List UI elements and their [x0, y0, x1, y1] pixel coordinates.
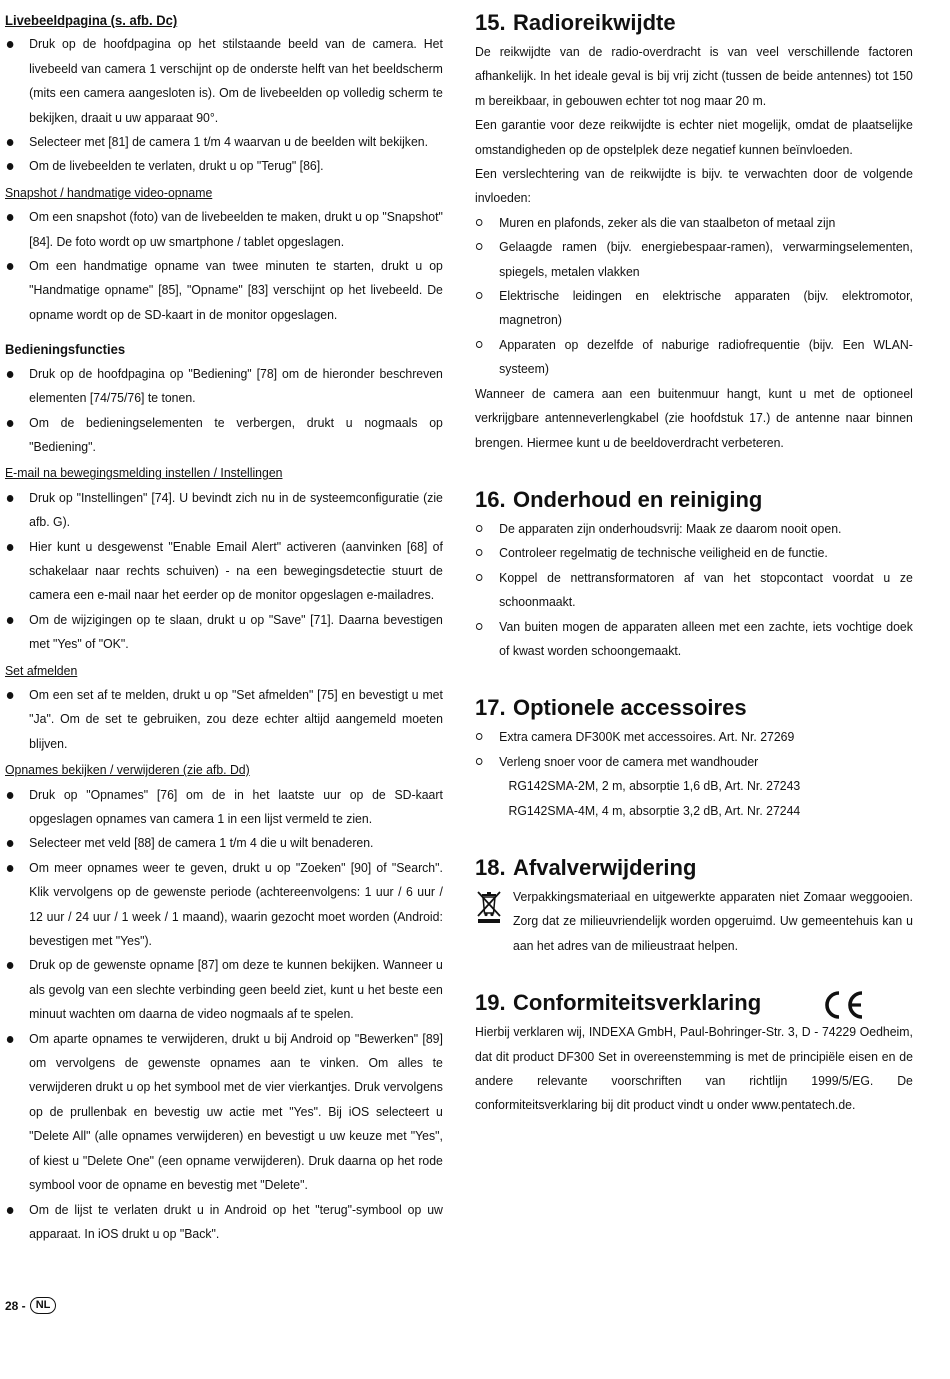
paragraph: Een garantie voor deze reikwijdte is echter niet mogelijk, omdat de plaatselijke omstandigheden op de opstelplek deze negatief kunnen beïnvloeden.: [475, 117, 913, 157]
section-19: [475, 988, 913, 1118]
livebeeld-list: [5, 32, 443, 178]
list-item: Extra camera DF300K met accessoires. Art. Nr. 27269: [475, 725, 913, 749]
list-item: Om een set af te melden, drukt u op "Set afmelden" [75] en bevestigt u met "Ja". Om de set te gebruiken, zou deze echter altijd aangemeld moeten blijven.: [5, 683, 443, 756]
right-column: [475, 8, 913, 1148]
list-item: Selecteer met veld [88] de camera 1 t/m 4 die u wilt benaderen.: [5, 831, 443, 855]
list-item: Hier kunt u desgewenst "Enable Email Alert" activeren (aanvinken [68] of schakelaar naar rechts schuiven) - na een bewegingsdetectie stuurt de camera een e-mail naar het eerder op de monitor opgeslagen e-mailadres.: [5, 535, 443, 608]
list-item: Om de wijzigingen op te slaan, drukt u op "Save" [71]. Daarna bevestigen met "Yes" of "OK".: [5, 608, 443, 657]
list-item: Om de livebeelden te verlaten, drukt u op "Terug" [86].: [5, 154, 443, 178]
section-18-title: 18. Afvalverwijdering: [475, 854, 697, 880]
list-item: Druk op de hoofdpagina op "Bediening" [78] om de hieronder beschreven elementen [74/75/76] te tonen.: [5, 362, 443, 411]
list-item: Verleng snoer voor de camera met wandhouder: [475, 750, 913, 774]
list-item: Om meer opnames weer te geven, drukt u op "Zoeken" [90] of "Search". Klik vervolgens op de gewenste periode (achtereenvolgens: 1 uur / 6 uur / 12 uur / 24 uur / 1 week / 1 maand), waarin gezocht moet worden (Android: bevestigen met "Yes").: [5, 856, 443, 954]
afmelden-list: [5, 683, 443, 756]
paragraph: De reikwijdte van de radio-overdracht is van veel verschillende factoren afhankelijk. In het ideale geval is bij vrij zicht (tussen de beide antennes) tot 150 m bereikbaar, in gebouwen echter tot nog maar 20 m.: [475, 44, 913, 108]
afmelden-heading: Set afmelden: [5, 662, 78, 678]
bediening-heading: Bedieningsfuncties: [5, 341, 126, 358]
snapshot-list: [5, 205, 443, 327]
paragraph: Wanneer de camera aan een buitenmuur hangt, kunt u met de optioneel verkrijgbare antenneverlengkabel (zie hoofdstuk 17.) de antenne naar binnen brengen. Hiermee kunt u de beeldoverdracht verbeteren.: [475, 385, 913, 450]
disposal-text: Verpakkingsmateriaal en uitgewerkte apparaten niet Zomaar weggooien. Zorg dat ze milieuvriendelijk worden opgeruimd. Uw gemeentehuis kan u aan het adres van de milieustraat helpen.: [513, 888, 913, 953]
list-item: De apparaten zijn onderhoudsvrij: Maak ze daarom nooit open.: [475, 517, 913, 541]
livebeeld-heading: Livebeeldpagina (s. afb. Dc): [5, 12, 178, 28]
page-number: 28 -: [5, 1298, 26, 1313]
section-15: [475, 8, 913, 455]
influences-list: [475, 211, 913, 382]
opnames-heading: Opnames bekijken / verwijderen (zie afb. Dd): [5, 762, 250, 778]
list-item: Druk op "Instellingen" [74]. U bevindt zich nu in de systeemconfiguratie (zie afb. G).: [5, 486, 443, 535]
list-item: Druk op de gewenste opname [87] om deze te kunnen bekijken. Wanneer u als gevolg van een slechte verbinding geen beeld ziet, kunt u het beste een minuut wachten om daarna de video nogmaals af te spelen.: [5, 953, 443, 1026]
crossed-out-wheelie-bin-icon: [475, 889, 503, 923]
list-item: Koppel de nettransformatoren af van het stopcontact voordat u ze schoonmaakt.: [475, 566, 913, 615]
list-item: Controleer regelmatig de technische veiligheid en de functie.: [475, 541, 913, 565]
left-column: [5, 8, 443, 1246]
paragraph: Een verslechtering van de reikwijdte is bijv. te verwachten door de volgende invloeden:: [475, 166, 913, 206]
accessories-list: [475, 725, 913, 774]
list-item: Om een snapshot (foto) van de livebeelden te maken, drukt u op "Snapshot" [84]. De foto wordt op uw smartphone / tablet opgeslagen.: [5, 205, 443, 254]
list-item: Druk op de hoofdpagina op het stilstaande beeld van de camera. Het livebeeld van camera 1 verschijnt op de onderste helft van het beeldscherm (mits een camera aangesloten is). Om de livebeelden op volledig scherm te bekijken, draait u uw apparaat 90°.: [5, 32, 443, 130]
list-item: Gelaagde ramen (bijv. energiebespaar-ramen), verwarmingselementen, spiegels, metalen vlakken: [475, 235, 913, 284]
list-item: Van buiten mogen de apparaten alleen met een zachte, iets vochtige doek of kwast worden schoongemaakt.: [475, 615, 913, 664]
list-item: Elektrische leidingen en elektrische apparaten (bijv. elektromotor, magnetron): [475, 284, 913, 333]
email-list: [5, 486, 443, 657]
bediening-list: [5, 362, 443, 460]
section-16-title: 16. Onderhoud en reiniging: [475, 486, 763, 512]
page-footer: [5, 1297, 56, 1314]
email-heading: E-mail na bewegingsmelding instellen / Instellingen: [5, 465, 283, 481]
section-16: [475, 485, 913, 663]
section-17: [475, 693, 913, 823]
list-item: Om de bedieningselementen te verbergen, drukt u nogmaals op "Bediening".: [5, 411, 443, 460]
list-item: Om de lijst te verlaten drukt u in Android op het "terug"-symbool op uw apparaat. In iOS drukt u op "Back".: [5, 1198, 443, 1247]
section-19-title: 19. Conformiteitsverklaring: [475, 990, 762, 1016]
list-item: Om een handmatige opname van twee minuten te starten, drukt u op "Handmatige opname" [85], "Opname" [83] verschijnt op het livebeeld. De opname wordt op de SD-kaart in de monitor opgeslagen.: [5, 254, 443, 327]
accessory-line: RG142SMA-2M, 2 m, absorptie 1,6 dB, Art. Nr. 27243: [508, 778, 801, 794]
accessory-line: RG142SMA-4M, 4 m, absorptie 3,2 dB, Art. Nr. 27244: [508, 802, 801, 818]
list-item: Om aparte opnames te verwijderen, drukt u bij Android op "Bewerken" [89] om vervolgens de gewenste opnames aan te vinken. Om alles te verwijderen drukt u op het symbool met de vier vierkantjes. Druk vervolgens op de prullenbak en bevestig uw actie met "Yes". Bij iOS selecteert u "Delete All" (alle opnames verwijderen) en bevestigt u uw keuze met "Yes", of kiest u "Delete One" (een opname verwijderen). Druk daarna op het rode symbool voor de opname en bevestig met "Delete".: [5, 1027, 443, 1198]
list-item: Druk op "Opnames" [76] om de in het laatste uur op de SD-kaart opgeslagen opnames van camera 1 in een lijst vermeld te zien.: [5, 783, 443, 832]
section-15-title: 15. Radioreikwijdte: [475, 10, 676, 35]
section-18: [475, 853, 913, 958]
list-item: Selecteer met [81] de camera 1 t/m 4 waarvan u de beelden wilt bekijken.: [5, 130, 443, 154]
language-badge: NL: [30, 1297, 57, 1314]
section-17-title: 17. Optionele accessoires: [475, 695, 747, 721]
opnames-list: [5, 783, 443, 1247]
conformity-text: Hierbij verklaren wij, INDEXA GmbH, Paul-Bohringer-Str. 3, D - 74229 Oedheim, dat dit product DF300 Set in overeenstemming is met de principiële eisen en de andere relevante voorschriften van richtlijn 1999/5/EG. De conformiteitsverklaring bij dit product vindt u onder www.pentatech.de.: [475, 1024, 913, 1113]
list-item: Muren en plafonds, zeker als die van staalbeton of metaal zijn: [475, 211, 913, 235]
list-item: Apparaten op dezelfde of naburige radiofrequentie (bijv. Een WLAN-systeem): [475, 333, 913, 382]
ce-mark-icon: [820, 989, 866, 1021]
maintenance-list: [475, 517, 913, 663]
snapshot-heading: Snapshot / handmatige video-opname: [5, 184, 213, 200]
